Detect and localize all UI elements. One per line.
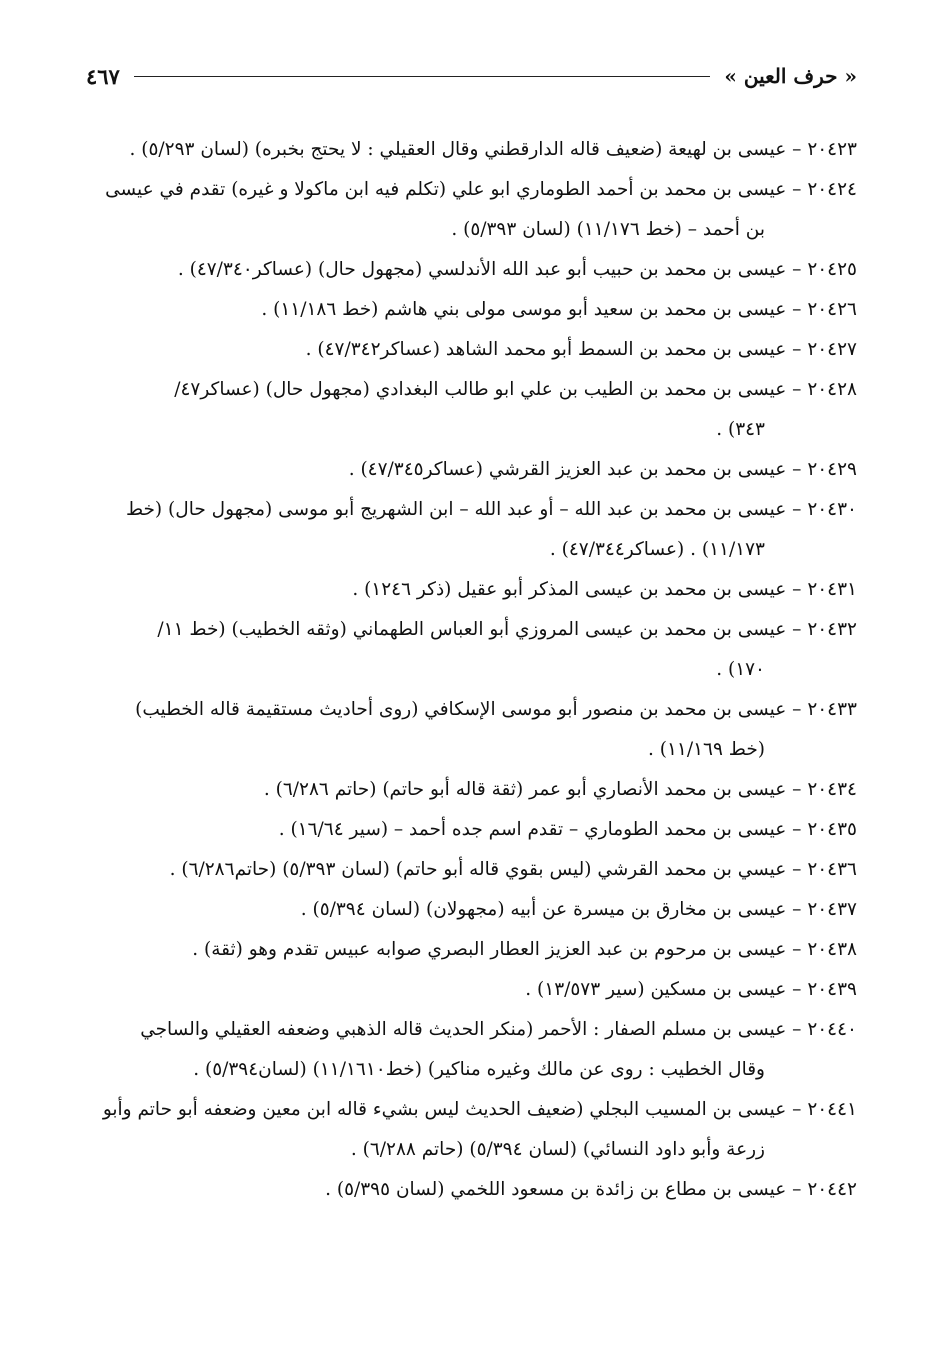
entry: [86, 890, 857, 930]
page-header: [86, 56, 857, 96]
entry: [86, 490, 857, 570]
entry: [86, 930, 857, 970]
entry: [86, 850, 857, 890]
entry-line: ٢٠٤٢٥ – عيسى بن محمد بن حبيب أبو عبد الله الأندلسي (مجهول حال) (عساكر٤٧/٣٤٠) .: [177, 259, 857, 280]
entry-line: ٢٠٤٣٦ – عيسي بن محمد القرشي (ليس بقوي قاله أبو حاتم) (لسان ٥/٣٩٣) (حاتم٦/٢٨٦) .: [169, 859, 857, 880]
entry: [86, 970, 857, 1010]
entry-line: ٢٠٤٣١ – عيسى بن محمد بن عيسى المذكر أبو عقيل (ذكر ١٢٤٦) .: [352, 579, 857, 600]
entry-continuation-line: ١٧٠) .: [716, 659, 765, 680]
entry-line: ٢٠٤٢٧ – عيسى بن محمد بن السمط أبو محمد الشاهد (عساكر٤٧/٣٤٢) .: [305, 339, 857, 360]
entry-line: ٢٠٤٣٢ – عيسى بن محمد بن عيسى المروزي أبو العباس الطهماني (وثقه الخطيب) (خط ١١/: [157, 619, 857, 640]
entry-continuation-line: ١١/١٧٣) . (عساكر٤٧/٣٤٤) .: [549, 539, 765, 560]
entry: [86, 290, 857, 330]
entry: [86, 1170, 857, 1210]
entry-line: ٢٠٤٣٥ – عيسى بن محمد الطوماري – تقدم اسم جده أحمد – (سير ١٦/٦٤) .: [278, 819, 857, 840]
entry-line: ٢٠٤٤١ – عيسى بن المسيب البجلي (ضعيف الحديث ليس بشيء قاله ابن معين وضعفه أبو حاتم وأبو: [102, 1099, 857, 1120]
entry: [86, 570, 857, 610]
entry: [86, 130, 857, 170]
entry-line: ٢٠٤٣٨ – عيسى بن مرحوم بن عبد العزيز العطار البصري صوابه عبيس تقدم وهو (ثقة) .: [192, 939, 857, 960]
entry-line: ٢٠٤٣٠ – عيسى بن محمد بن عبد الله – أو عبد الله – ابن الشهريج أبو موسى (مجهول حال) (خط: [125, 499, 857, 520]
entry-continuation-line: وقال الخطيب : روى عن مالك وغيره مناكير) (خط١١/١٦١٠) (لسان٥/٣٩٤) .: [193, 1059, 765, 1080]
entry: [86, 770, 857, 810]
entry: [86, 450, 857, 490]
entry-line: ٢٠٤٢٩ – عيسى بن محمد بن عبد العزيز القرشي (عساكر٤٧/٣٤٥) .: [348, 459, 857, 480]
entry: [86, 330, 857, 370]
entry: [86, 610, 857, 690]
entry-line: ٢٠٤٣٩ – عيسى بن مسكين (سير ١٣/٥٧٣) .: [525, 979, 857, 1000]
entry-continuation-line: زرعة وأبو داود النسائي) (لسان ٥/٣٩٤) (حاتم ٦/٢٨٨) .: [350, 1139, 765, 1160]
entry: [86, 370, 857, 450]
entry-line: ٢٠٤٢٨ – عيسى بن محمد بن الطيب بن علي ابو طالب البغدادي (مجهول حال) (عساكر٤٧/: [174, 379, 857, 400]
entry: [86, 690, 857, 770]
entry-line: ٢٠٤٢٤ – عيسى بن محمد بن أحمد الطوماري ابو علي (تكلم فيه ابن ماكولا و غيره) تقدم في عيسى: [105, 179, 857, 200]
header-rule: [134, 76, 711, 77]
entry-continuation-line: (خط ١١/١٦٩) .: [647, 739, 765, 760]
entry: [86, 170, 857, 250]
entry-continuation-line: ٣٤٣) .: [716, 419, 765, 440]
entry: [86, 1090, 857, 1170]
entry: [86, 1010, 857, 1090]
entry-line: ٢٠٤٣٤ – عيسى بن محمد الأنصاري أبو عمر (ثقة قاله أبو حاتم) (حاتم ٦/٢٨٦) .: [263, 779, 857, 800]
entry: [86, 250, 857, 290]
entry: [86, 810, 857, 850]
entry-line: ٢٠٤٤٢ – عيسى بن مطاع بن زائدة بن مسعود اللخمي (لسان ٥/٣٩٥) .: [325, 1179, 857, 1200]
entry-continuation-line: بن أحمد – (خط ١١/١٧٦) (لسان ٥/٣٩٣) .: [451, 219, 765, 240]
entry-line: ٢٠٤٣٣ – عيسى بن محمد بن منصور أبو موسى الإسكافي (روى أحاديث مستقيمة قاله الخطيب): [135, 699, 857, 720]
entry-line: ٢٠٤٢٦ – عيسى بن محمد بن سعيد أبو موسى مولى بني هاشم (خط ١١/١٨٦) .: [261, 299, 857, 320]
entry-list: [86, 130, 857, 1210]
entry-line: ٢٠٤٤٠ – عيسى بن مسلم الصفار : الأحمر (منكر الحديث قاله الذهبي وضعفه العقيلي والساجي: [140, 1019, 857, 1040]
page-number: ٤٦٧: [86, 63, 120, 89]
entry-line: ٢٠٤٣٧ – عيسى بن مخارق بن ميسرة عن أبيه (مجهولان) (لسان ٥/٣٩٤) .: [300, 899, 857, 920]
chapter-title: « حرف العين »: [724, 64, 857, 88]
entry-line: ٢٠٤٢٣ – عيسى بن لهيعة (ضعيف قاله الدارقطني وقال العقيلي : لا يحتج بخبره) (لسان ٥/٢٩٣) .: [129, 139, 857, 160]
